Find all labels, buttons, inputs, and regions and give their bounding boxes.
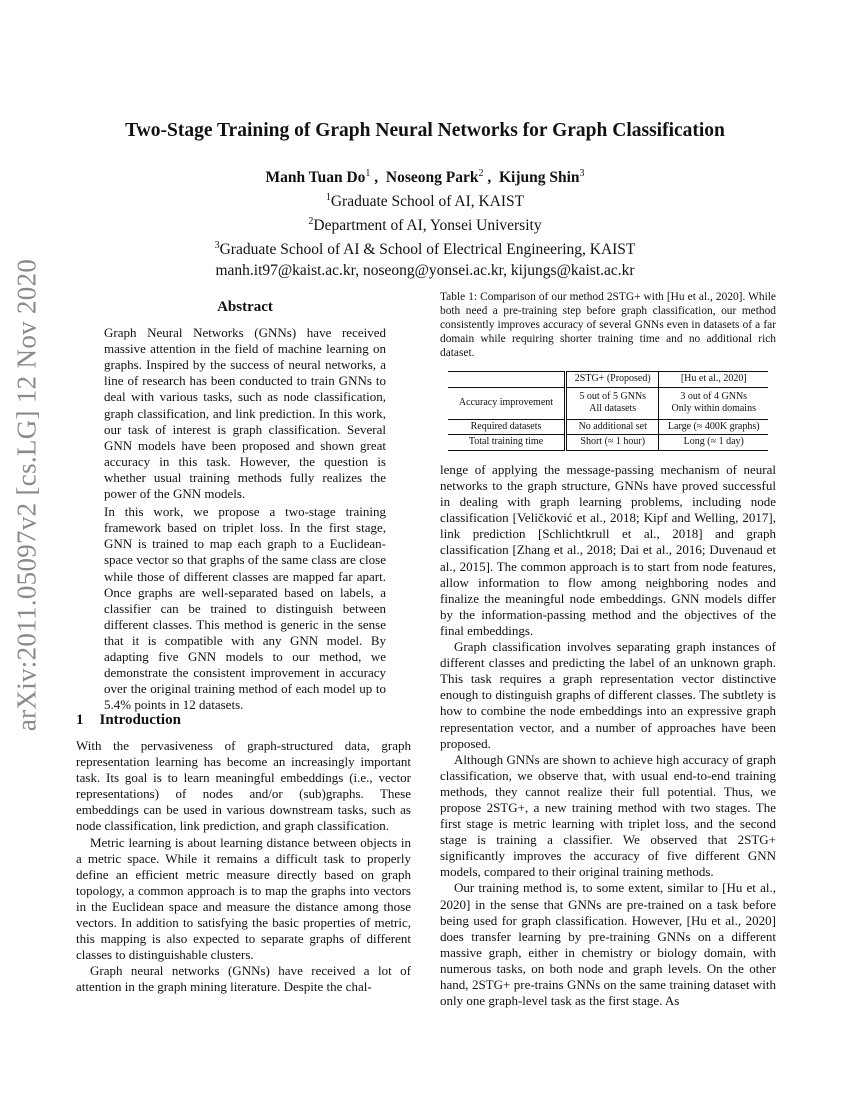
- body-paragraph: Graph classification involves separating graph instances of different classes and predicting the label of an unknown graph. This task requires a graph representation vector distinctive enough to distinguish graphs of different classes. The subtlety is how to combine the node embeddings into an expressive graph representation vector, and a number of approaches have been proposed.: [440, 639, 776, 751]
- body-paragraph: Our training method is, to some extent, similar to [Hu et al., 2020] in the sense that GNNs are pre-trained on a task before being used for graph classification. However, [Hu et al., 2020] does transfer learning by pre-training GNNs on a different massive graph, either in chemistry or biology domain, with numerous tasks, on both node and graph levels. On the other hand, 2STG+ pre-trains GNNs on the same training dataset with only one graph-level task as the first stage. As: [440, 880, 776, 1009]
- section-heading: [76, 712, 181, 729]
- body-paragraph: Although GNNs are shown to achieve high accuracy of graph classification, we observe that, with usual end-to-end training methods, they cannot realize their full potential. Thus, we propose 2STG+, a new training method with two stages. The first stage is metric learning with triplet loss, and the second stage is training a classifier. We observed that 2STG+ significantly improves the accuracy of five different GNN models, compared to their original training methods.: [440, 751, 776, 880]
- table-header-cell: [Hu et al., 2020]: [659, 372, 768, 388]
- table-cell: Long (≈ 1 day): [659, 435, 768, 451]
- table-row-label: Accuracy improvement: [448, 387, 566, 419]
- author-mark: 1: [365, 168, 371, 179]
- body-paragraph: Graph neural networks (GNNs) have received a lot of attention in the graph mining literature. Despite the chal-: [76, 963, 411, 995]
- affiliation: $^2$Department of AI, Yonsei University: [308, 216, 542, 235]
- table-header-cell: [448, 372, 566, 388]
- table-caption: Table 1: Comparison of our method 2STG+ with [Hu et al., 2020]. While both need a pre-training step before graph classification, our method consistently improves accuracy of several GNNs even in datasets of a far domain while requiring shorter training time and no additional rich dataset.: [440, 291, 776, 359]
- table-header-cell: 2STG+ (Proposed): [566, 372, 659, 388]
- section-title: Introduction: [99, 712, 181, 728]
- section-number: 1: [76, 712, 84, 728]
- table-cell: Large (≈ 400K graphs): [659, 419, 768, 435]
- table-row: [448, 435, 768, 451]
- author-name: Manh Tuan Do: [265, 169, 366, 187]
- table-row: [448, 387, 768, 419]
- affiliation: $^3$Graduate School of AI & School of Electrical Engineering, KAIST: [214, 240, 636, 259]
- author-name: Kijung Shin: [498, 169, 580, 187]
- table-cell: No additional set: [566, 419, 659, 435]
- table-cell: 3 out of 4 GNNs Only within domains: [659, 387, 768, 419]
- author-name: Noseong Park: [385, 169, 479, 187]
- intro-right-column: [440, 462, 776, 1009]
- intro-left-column: [76, 738, 411, 996]
- author-block: [0, 164, 850, 281]
- author-emails: manh.it97@kaist.ac.kr, noseong@yonsei.ac.kr, kijungs@kaist.ac.kr: [215, 261, 635, 279]
- table-header-row: [448, 372, 768, 388]
- table-cell: Short (≈ 1 hour): [566, 435, 659, 451]
- abstract-paragraph: Graph Neural Networks (GNNs) have received massive attention in the field of machine learning on graphs. Inspired by the success of neural networks, a line of research has been conducted to train GNNs to deal with various tasks, such as node classification, graph classification, and link prediction. In this work, our task of interest is graph classification. Several GNN models have been proposed and shown great accuracy in this task. However, the question is whether usual training methods fully realizes the power of the GNN models.: [104, 325, 386, 502]
- abstract-heading: Abstract: [217, 299, 273, 315]
- author-mark: 3: [579, 168, 585, 179]
- table-cell: 5 out of 5 GNNs All datasets: [566, 387, 659, 419]
- table-row-label: Required datasets: [448, 419, 566, 435]
- affiliation: $^1$Graduate School of AI, KAIST: [325, 192, 525, 211]
- abstract-paragraph: In this work, we propose a two-stage training framework based on triplet loss. In the first stage, GNN is trained to map each graph to a Euclidean-space vector so that graphs of the same class are close while those of different classes are mapped far apart. Once graphs are well-separated based on labels, a classifier can be trained to distinguish between different classes. This method is generic in the sense that it is compatible with any GNN model. By adapting five GNN models to our method, we demonstrate the consistent improvement in accuracy over the original training method of each model up to 5.4% points in 12 datasets.: [104, 504, 386, 713]
- body-paragraph: With the pervasiveness of graph-structured data, graph representation learning has become an increasingly important task. Its goal is to learn meaningful embeddings (i.e., vector representations) of nodes and/or (sub)graphs. These embeddings can be used in various downstream tasks, such as node classification, link prediction, and graph classification.: [76, 738, 411, 834]
- table-row-label: Total training time: [448, 435, 566, 451]
- body-paragraph: lenge of applying the message-passing mechanism of neural networks to the graph structure, GNNs have proved successful in dealing with graph learning problems, including node classification [Veličković et al., 2018; Kipf and Welling, 2017], link prediction [Schlichtkrull et al., 2018] and graph classification [Zhang et al., 2018; Dai et al., 2016; Duvenaud et al., 2015]. The common approach is to start from node features, allow information to flow among neighboring nodes and finalize the meaningful node embeddings. GNN models differ by the information-passing method and the objectives of the final embeddings.: [440, 462, 776, 638]
- author-mark: 2: [478, 168, 484, 179]
- paper-title: Two-Stage Training of Graph Neural Networks for Graph Classification: [125, 120, 725, 141]
- arxiv-sidebar: [0, 258, 54, 732]
- arxiv-identifier: arXiv:2011.05097v2 [cs.LG] 12 Nov 2020: [11, 258, 42, 732]
- body-paragraph: Metric learning is about learning distance between objects in a metric space. While it remains a difficult task to properly define an efficient metric measure directly based on graph topology, a common approach is to map the graphs into vectors in the Euclidean space and measure the distance among those vectors. In addition to satisfying the basic properties of metric, this mapping is also expected to separate graphs of different classes to distinguishable clusters.: [76, 834, 411, 963]
- abstract: [104, 299, 386, 713]
- table-row: [448, 419, 768, 435]
- comparison-table: [448, 371, 768, 451]
- author-list: Manh Tuan Do$^1$ , Noseong Park$^2$ , Kijung Shin$^3$: [265, 168, 585, 187]
